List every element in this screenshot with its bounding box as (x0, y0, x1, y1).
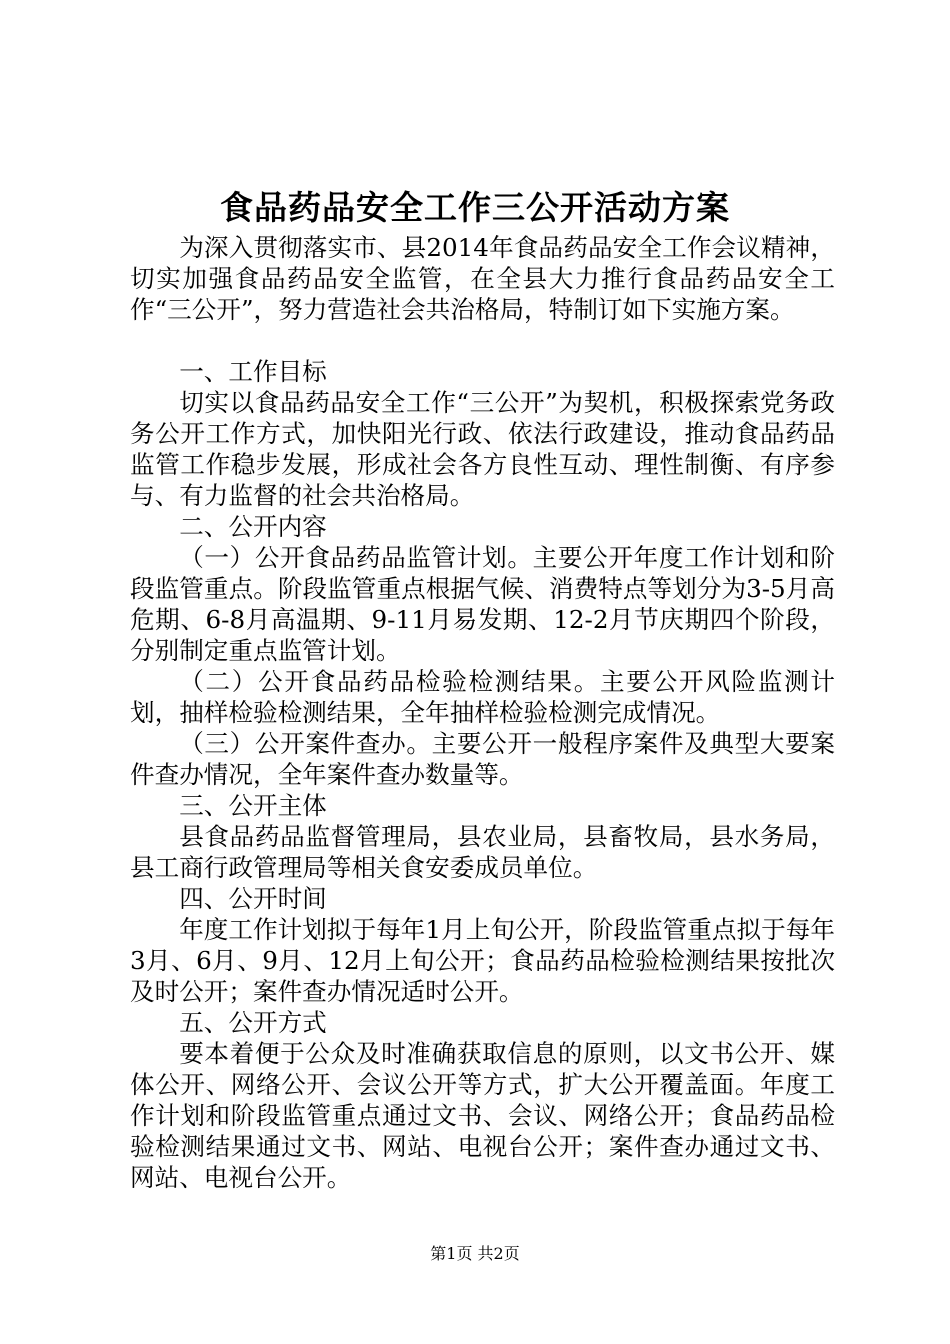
subject-paragraph: 县食品药品监督管理局，县农业局，县畜牧局，县水务局，县工商行政管理局等相关食安委成员单位。 (130, 822, 835, 882)
page-footer: 第1页 共2页 (430, 1244, 520, 1263)
section-heading-goals: 一、工作目标 (179, 357, 327, 386)
document-title: 食品药品安全工作三公开活动方案 (220, 188, 730, 227)
section-heading-method: 五、公开方式 (179, 1008, 327, 1037)
content-item-3: （三）公开案件查办。主要公开一般程序案件及典型大要案件查办情况，全年案件查办数量等。 (130, 729, 835, 789)
section-heading-subject: 三、公开主体 (179, 791, 327, 820)
goals-paragraph: 切实以食品药品安全工作“三公开”为契机，积极探索党务政务公开工作方式，加快阳光行政、依法行政建设，推动食品药品监管工作稳步发展，形成社会各方良性互动、理性制衡、有序参与、有力监督的社会共治格局。 (130, 388, 835, 510)
section-heading-content: 二、公开内容 (179, 512, 327, 541)
content-item-1: （一）公开食品药品监管计划。主要公开年度工作计划和阶段监管重点。阶段监管重点根据气候、消费特点等划分为3-5月高危期、6-8月高温期、9-11月易发期、12-2月节庆期四个阶段，分别制定重点监管计划。 (130, 543, 835, 665)
content-item-2: （二）公开食品药品检验检测结果。主要公开风险监测计划，抽样检验检测结果，全年抽样检验检测完成情况。 (130, 667, 835, 727)
intro-paragraph: 为深入贯彻落实市、县2014年食品药品安全工作会议精神，切实加强食品药品安全监管，在全县大力推行食品药品安全工作“三公开”，努力营造社会共治格局，特制订如下实施方案。 (130, 233, 835, 324)
time-paragraph: 年度工作计划拟于每年1月上旬公开，阶段监管重点拟于每年3月、6月、9月、12月上旬公开；食品药品检验检测结果按批次及时公开；案件查办情况适时公开。 (130, 915, 835, 1006)
document-body (130, 232, 835, 1193)
method-paragraph: 要本着便于公众及时准确获取信息的原则，以文书公开、媒体公开、网络公开、会议公开等方式，扩大公开覆盖面。年度工作计划和阶段监管重点通过文书、会议、网络公开；食品药品检验检测结果通过文书、网站、电视台公开；案件查办通过文书、网站、电视台公开。 (130, 1039, 835, 1192)
section-heading-time: 四、公开时间 (179, 884, 327, 913)
